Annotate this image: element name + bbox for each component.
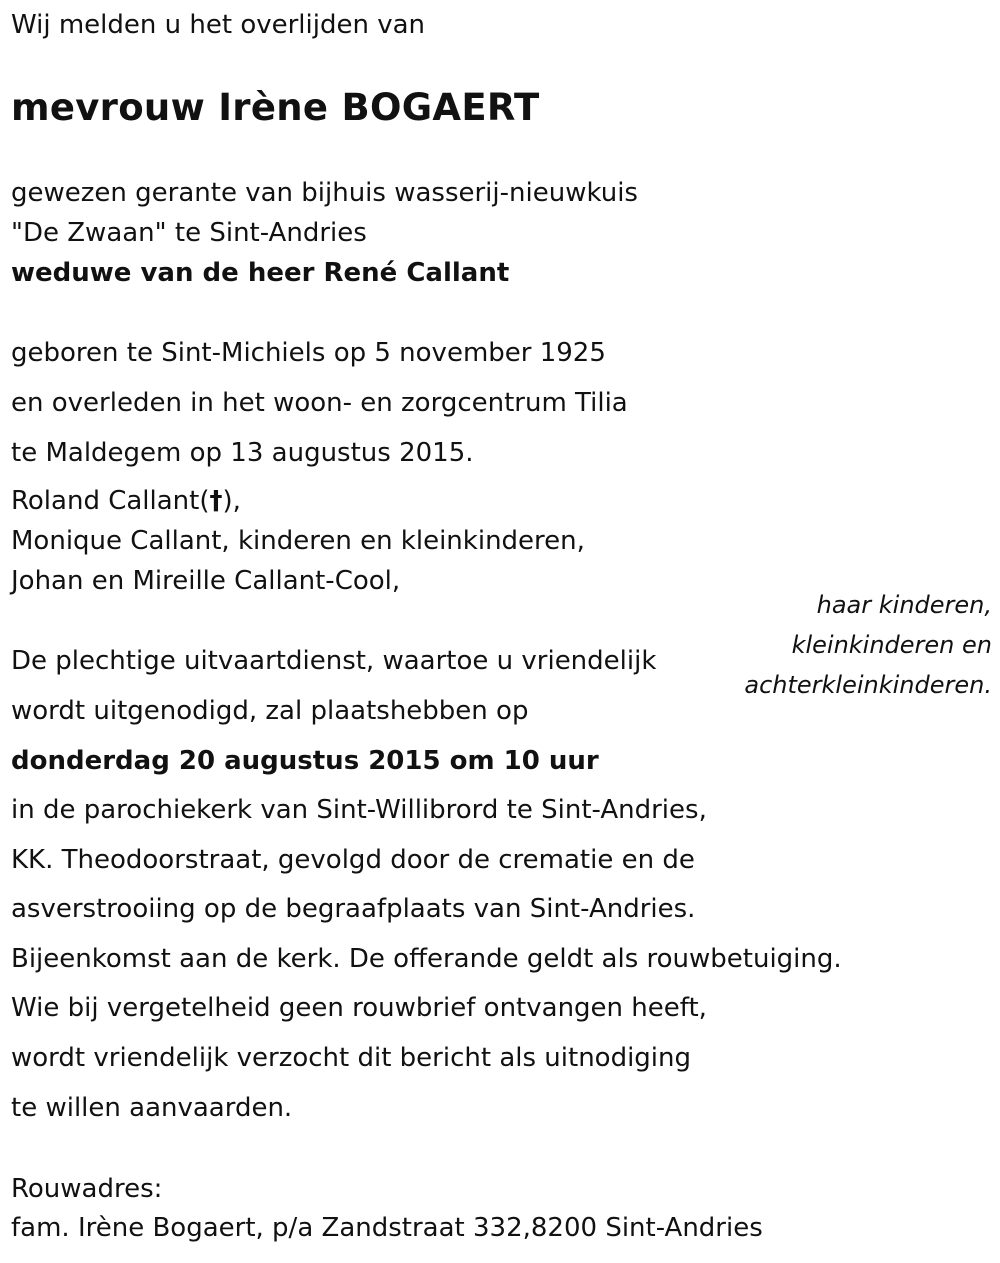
- service-line: te willen aanvaarden.: [11, 1093, 293, 1123]
- service-line: Wie bij vergetelheid geen rouwbrief ontvangen heeft,: [11, 993, 707, 1023]
- service-date: donderdag 20 augustus 2015 om 10 uur: [11, 746, 599, 776]
- family-monique: Monique Callant, kinderen en kleinkinderen,: [11, 526, 585, 556]
- deceased-name: mevrouw Irène BOGAERT: [11, 86, 540, 129]
- service-line: wordt uitgenodigd, zal plaatshebben op: [11, 696, 529, 726]
- birth-line: geboren te Sint-Michiels op 5 november 1925: [11, 338, 606, 368]
- intro-text: Wij melden u het overlijden van: [11, 10, 426, 40]
- family-roland-name: Roland Callant(: [11, 486, 210, 516]
- service-line: wordt vriendelijk verzocht dit bericht als uitnodiging: [11, 1043, 692, 1073]
- family-johan: Johan en Mireille Callant-Cool,: [11, 566, 401, 596]
- address-value: fam. Irène Bogaert, p/a Zandstraat 332,8200 Sint-Andries: [11, 1213, 763, 1243]
- family-roland-end: ),: [222, 486, 241, 516]
- family-roland: [11, 486, 241, 516]
- death-line: en overleden in het woon- en zorgcentrum Tilia: [11, 388, 628, 418]
- relation-line: haar kinderen,: [816, 591, 992, 619]
- occupation-line: "De Zwaan" te Sint-Andries: [11, 218, 367, 248]
- service-line: Bijeenkomst aan de kerk. De offerande geldt als rouwbetuiging.: [11, 944, 842, 974]
- relation-line: achterkleinkinderen.: [744, 671, 992, 699]
- widow-line: weduwe van de heer René Callant: [11, 258, 510, 288]
- death-place-line: te Maldegem op 13 augustus 2015.: [11, 438, 474, 468]
- occupation-line: gewezen gerante van bijhuis wasserij-nieuwkuis: [11, 178, 638, 208]
- address-label: Rouwadres:: [11, 1174, 163, 1204]
- service-line: KK. Theodoorstraat, gevolgd door de crematie en de: [11, 845, 695, 875]
- service-line: in de parochiekerk van Sint-Willibrord te Sint-Andries,: [11, 795, 707, 825]
- cross-icon: †: [209, 486, 223, 516]
- relation-line: kleinkinderen en: [791, 631, 992, 659]
- service-line: asverstrooiing op de begraafplaats van Sint-Andries.: [11, 894, 696, 924]
- service-line: De plechtige uitvaartdienst, waartoe u vriendelijk: [11, 646, 657, 676]
